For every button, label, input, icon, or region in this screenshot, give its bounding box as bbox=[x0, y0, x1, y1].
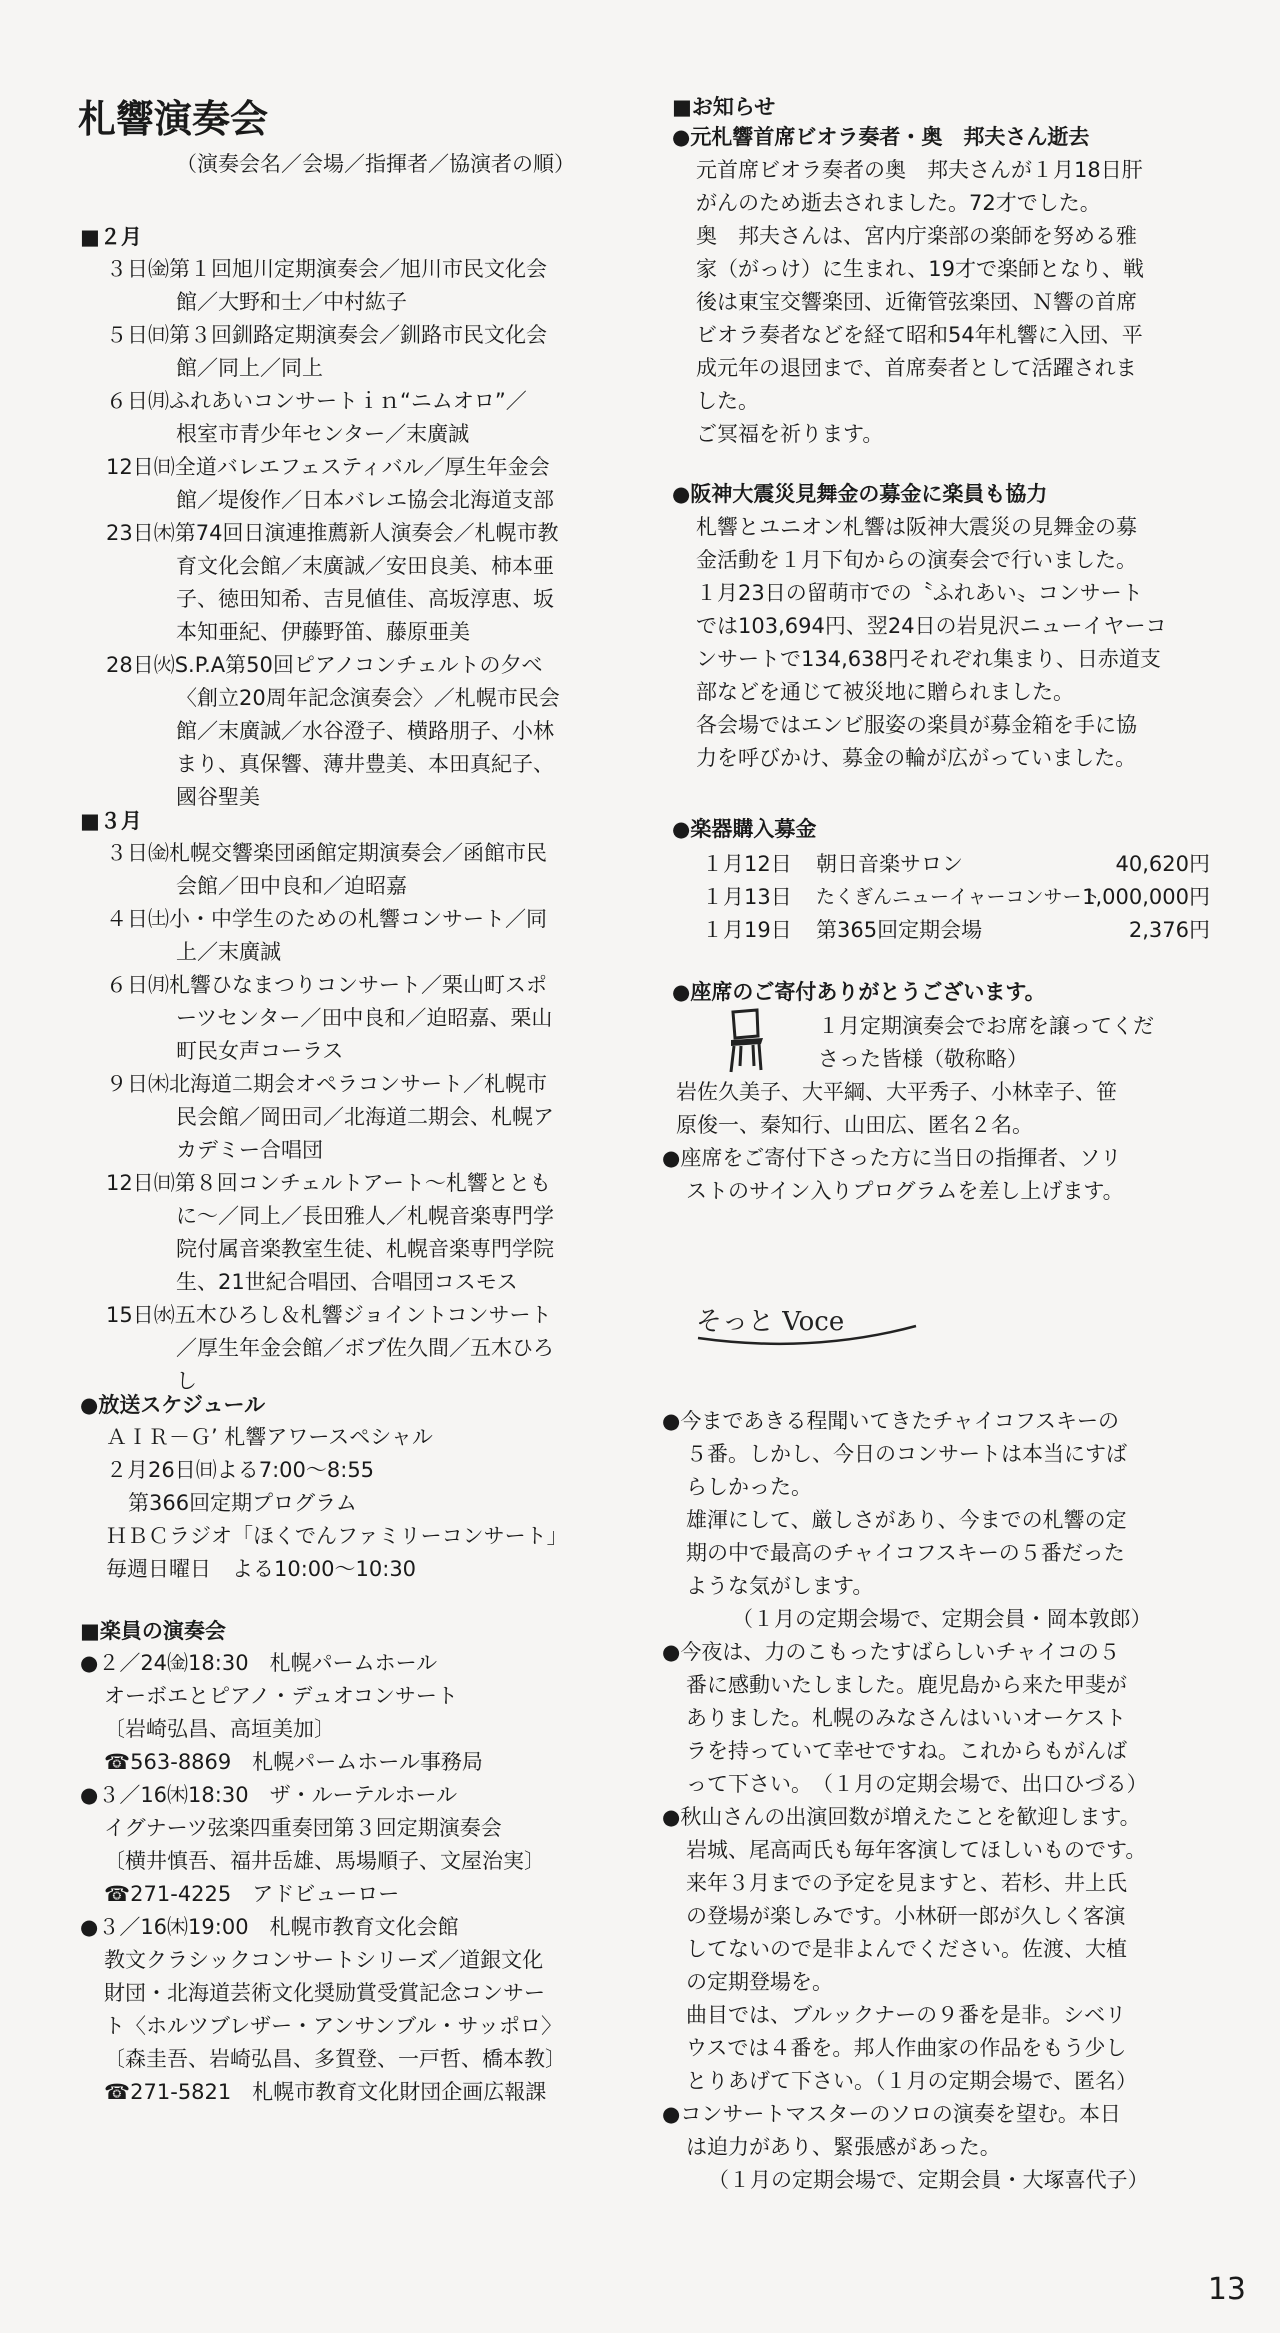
member-line: 〔森圭吾、岩崎弘昌、多賀登、一戸哲、橋本教〕 bbox=[104, 2047, 566, 2071]
fund-date: １月19日 bbox=[702, 918, 792, 942]
quake-line: ンサートで134,638円それぞれ集まり、日赤道支 bbox=[696, 647, 1161, 671]
member-line: ト〈ホルツブレザー・アンサンブル・サッポロ〉 bbox=[104, 2014, 563, 2038]
voice-line: ５番。しかし、今日のコンサートは本当にすば bbox=[686, 1442, 1127, 1466]
mar-4-l1: ９日㈭北海道二期会オペラコンサート／札幌市 bbox=[106, 1072, 547, 1096]
mar-6-l2: ／厚生年金会館／ボブ佐久間／五木ひろ bbox=[176, 1336, 554, 1360]
voice-logo-text: そっと Voce bbox=[696, 1307, 845, 1337]
voice-line: 期の中で最高のチャイコフスキーの５番だった bbox=[686, 1541, 1125, 1565]
voice-line: ラを持っていて幸せですね。これからもがんば bbox=[686, 1739, 1127, 1763]
voice-line: ウスでは４番を。邦人作曲家の作品をもう少し bbox=[686, 2036, 1127, 2060]
fund-amount: 1,000,000円 bbox=[1082, 885, 1210, 909]
broadcast-line: ２月26日㈰よる7:00～8:55 bbox=[106, 1458, 375, 1482]
members-heading: ■楽員の演奏会 bbox=[80, 1619, 226, 1643]
mar-4-l2: 民会館／岡田司／北海道二期会、札幌ア bbox=[176, 1105, 554, 1129]
obituary-heading: ●元札響首席ビオラ奏者・奥 邦夫さん逝去 bbox=[672, 125, 1090, 149]
feb-6-l3: 館／末廣誠／水谷澄子、横路朋子、小林 bbox=[176, 719, 554, 743]
feb-1-l2: 館／大野和士／中村紘子 bbox=[176, 290, 407, 314]
fund-name: 第365回定期会場 bbox=[816, 918, 983, 942]
seat-line: ●座席をご寄付下さった方に当日の指揮者、ソリ bbox=[662, 1146, 1122, 1170]
fund-name: たくぎんニューイャーコンサート bbox=[816, 886, 1101, 908]
member-line: ●２／24㈮18:30 札幌パームホール bbox=[80, 1651, 438, 1675]
fund-amount: 40,620円 bbox=[1115, 852, 1210, 876]
broadcast-line: 毎週日曜日 よる10:00～10:30 bbox=[106, 1557, 417, 1581]
broadcast-line: ＡＩＲ－Ｇ’ 札響アワースペシャル bbox=[106, 1425, 433, 1449]
quake-line: 金活動を１月下旬からの演奏会で行いました。 bbox=[696, 548, 1137, 572]
voice-section-logo bbox=[692, 1286, 932, 1356]
voice-line: ような気がします。 bbox=[686, 1574, 874, 1598]
seat-line: ストのサイン入りプログラムを差し上げます。 bbox=[686, 1179, 1124, 1203]
feb-6-l1: 28日㈫S.P.A第50回ピアノコンチェルトの夕べ bbox=[106, 653, 543, 677]
page-number: 13 bbox=[1207, 2272, 1246, 2307]
voice-line: の登場が楽しみです。小林研一郎が久しく客演 bbox=[686, 1904, 1126, 1928]
obituary-line: した。 bbox=[696, 389, 759, 413]
voice-line: 曲目では、ブルックナーの９番を是非。シベリ bbox=[686, 2003, 1127, 2027]
member-line: イグナーツ弦楽四重奏団第３回定期演奏会 bbox=[104, 1816, 502, 1840]
voice-line: とりあげて下さい。（１月の定期会場で、匿名） bbox=[686, 2069, 1138, 2093]
fund-heading: ●楽器購入募金 bbox=[672, 817, 817, 841]
mar-5-l1: 12日㈰第８回コンチェルトアート～札響ととも bbox=[106, 1171, 551, 1195]
broadcast-line: ＨＢＣラジオ「ほくでんファミリーコンサート」 bbox=[106, 1524, 568, 1548]
member-line: ●３／16㈭19:00 札幌市教育文化会館 bbox=[80, 1915, 459, 1939]
voice-line: ありました。札幌のみなさんはいいオーケスト bbox=[686, 1706, 1127, 1730]
voice-line: は迫力があり、緊張感があった。 bbox=[686, 2135, 1001, 2159]
page-title: 札響演奏会 bbox=[78, 97, 269, 141]
mar-5-l3: 院付属音楽教室生徒、札幌音楽専門学院 bbox=[176, 1237, 554, 1261]
member-line: 〔岩崎弘昌、高垣美加〕 bbox=[104, 1717, 335, 1741]
mar-5-l2: に～／同上／長田雅人／札幌音楽専門学 bbox=[176, 1204, 554, 1228]
feb-6-l4: まり、真保響、薄井豊美、本田真紀子、 bbox=[176, 752, 554, 776]
quake-line: 札響とユニオン札響は阪神大震災の見舞金の募 bbox=[696, 515, 1137, 539]
voice-line: （１月の定期会場で、定期会員・岡本敦郎） bbox=[732, 1607, 1152, 1631]
member-line: 財団・北海道芸術文化奨励賞受賞記念コンサー bbox=[104, 1981, 545, 2005]
seat-line: 岩佐久美子、大平綱、大平秀子、小林幸子、笹 bbox=[676, 1080, 1117, 1104]
feb-2-l2: 館／同上／同上 bbox=[176, 356, 323, 380]
voice-line: ●今夜は、力のこもったすばらしいチャイコの５ bbox=[662, 1640, 1120, 1664]
obituary-line: ビオラ奏者などを経て昭和54年札響に入団、平 bbox=[696, 323, 1143, 347]
mar-6-l1: 15日㈬五木ひろし＆札響ジョイントコンサート bbox=[106, 1303, 552, 1327]
seat-line: さった皆様（敬称略） bbox=[818, 1047, 1028, 1071]
fund-date: １月12日 bbox=[702, 852, 792, 876]
voice-line: って下さい。 （１月の定期会場で、出口ひづる） bbox=[686, 1772, 1148, 1796]
quake-line: １月23日の留萌市での〝ふれあい〟コンサート bbox=[696, 581, 1143, 605]
member-line: オーボエとピアノ・デュオコンサート bbox=[104, 1684, 458, 1708]
voice-line: 岩城、尾高両氏も毎年客演してほしいものです。 bbox=[686, 1838, 1147, 1862]
member-line: ☎563-8869 札幌パームホール事務局 bbox=[104, 1750, 483, 1774]
mar-1-l2: 会館／田中良和／迫昭嘉 bbox=[176, 874, 407, 898]
mar-5-l4: 生、21世紀合唱団、合唱団コスモス bbox=[176, 1270, 518, 1294]
mar-2-l2: 上／末廣誠 bbox=[176, 940, 281, 964]
feb-6-l5: 國谷聖美 bbox=[176, 785, 260, 809]
voice-line: らしかった。 bbox=[686, 1475, 812, 1499]
member-line: 教文クラシックコンサートシリーズ／道銀文化 bbox=[104, 1948, 544, 1972]
mar-3-l1: ６日㈪札響ひなまつりコンサート／栗山町スポ bbox=[106, 973, 547, 997]
feb-4-l1: 12日㈰全道バレエフェスティバル／厚生年金会 bbox=[106, 455, 550, 479]
fund-date: １月13日 bbox=[702, 885, 792, 909]
seat-heading: ●座席のご寄付ありがとうございます。 bbox=[672, 980, 1046, 1004]
voice-line: してないので是非よんでください。佐渡、大植 bbox=[686, 1937, 1127, 1961]
mar-1-l1: ３日㈮札幌交響楽団函館定期演奏会／函館市民 bbox=[106, 841, 547, 865]
seat-line: １月定期演奏会でお席を譲ってくだ bbox=[818, 1014, 1154, 1038]
quake-heading: ●阪神大震災見舞金の募金に楽員も協力 bbox=[672, 482, 1048, 506]
obituary-line: 家（がっけ）に生まれ、19才で楽師となり、戦 bbox=[696, 257, 1144, 281]
voice-line: （１月の定期会場で、定期会員・大塚喜代子） bbox=[708, 2168, 1149, 2192]
fund-name: 朝日音楽サロン bbox=[816, 852, 963, 876]
feb-heading: ■２月 bbox=[80, 225, 142, 249]
mar-6-l3: し bbox=[176, 1369, 197, 1393]
mar-3-l3: 町民女声コーラス bbox=[176, 1039, 344, 1063]
obituary-line: 奥 邦夫さんは、宮内庁楽部の楽師を努める雅 bbox=[696, 224, 1137, 248]
feb-5-l1: 23日㈭第74回日演連推薦新人演奏会／札幌市教 bbox=[106, 521, 559, 545]
notice-heading: ■お知らせ bbox=[672, 95, 776, 119]
feb-2-l1: ５日㈰第３回釧路定期演奏会／釧路市民文化会 bbox=[106, 323, 547, 347]
obituary-line: 後は東宝交響楽団、近衛管弦楽団、Ｎ響の首席 bbox=[696, 290, 1137, 314]
member-line: ☎271-5821 札幌市教育文化財団企画広報課 bbox=[104, 2080, 547, 2104]
fund-amount: 2,376円 bbox=[1128, 918, 1210, 942]
mar-4-l3: カデミー合唱団 bbox=[176, 1138, 323, 1162]
feb-3-l2: 根室市青少年センター／末廣誠 bbox=[176, 422, 470, 446]
broadcast-heading: ●放送スケジュール bbox=[80, 1393, 266, 1417]
obituary-line: 成元年の退団まで、首席奏者として活躍されま bbox=[696, 356, 1137, 380]
feb-5-l3: 子、徳田知希、吉見値佳、高坂淳恵、坂 bbox=[176, 587, 554, 611]
mar-3-l2: ーツセンター／田中良和／迫昭嘉、栗山 bbox=[176, 1006, 553, 1030]
mar-2-l1: ４日㈯小・中学生のための札響コンサート／同 bbox=[106, 907, 547, 931]
broadcast-line: 第366回定期プログラム bbox=[128, 1491, 357, 1515]
obituary-line: ご冥福を祈ります。 bbox=[696, 422, 884, 446]
quake-line: 部などを通じて被災地に贈られました。 bbox=[696, 680, 1074, 704]
feb-5-l2: 育文化会館／末廣誠／安田良美、柿本亜 bbox=[176, 554, 554, 578]
member-line: ●３／16㈭18:30 ザ・ルーテルホール bbox=[80, 1783, 458, 1807]
voice-line: 来年３月までの予定を見ますと、若杉、井上氏 bbox=[686, 1871, 1127, 1895]
feb-3-l1: ６日㈪ふれあいコンサートｉｎ“ニムオロ”／ bbox=[106, 389, 527, 413]
voice-line: ●秋山さんの出演回数が増えたことを歓迎します。 bbox=[662, 1805, 1141, 1829]
chair-icon bbox=[723, 1006, 769, 1074]
feb-5-l4: 本知亜紀、伊藤野笛、藤原亜美 bbox=[176, 620, 470, 644]
page-subtitle: （演奏会名／会場／指揮者／協演者の順） bbox=[176, 152, 575, 176]
obituary-line: 元首席ビオラ奏者の奥 邦夫さんが１月18日肝 bbox=[696, 158, 1143, 182]
member-line: ☎271-4225 アドビューロー bbox=[104, 1882, 400, 1906]
quake-line: では103,694円、翌24日の岩見沢ニューイヤーコ bbox=[696, 614, 1167, 638]
seat-line: 原俊一、秦知行、山田広、匿名２名。 bbox=[676, 1113, 1033, 1137]
member-line: 〔横井慎吾、福井岳雄、馬場順子、文屋治実〕 bbox=[104, 1849, 545, 1873]
voice-line: 番に感動いたしました。鹿児島から来た甲斐が bbox=[686, 1673, 1127, 1697]
feb-6-l2: 〈創立20周年記念演奏会〉／札幌市民会 bbox=[176, 686, 560, 710]
voice-line: の定期登場を。 bbox=[686, 1970, 833, 1994]
mar-heading: ■３月 bbox=[80, 809, 142, 833]
quake-line: 各会場ではエンビ服姿の楽員が募金箱を手に協 bbox=[696, 713, 1137, 737]
voice-line: ●今まであきる程聞いてきたチャイコフスキーの bbox=[662, 1409, 1120, 1433]
quake-line: 力を呼びかけ、募金の輪が広がっていました。 bbox=[696, 746, 1137, 770]
voice-line: ●コンサートマスターのソロの演奏を望む。本日 bbox=[662, 2102, 1121, 2126]
obituary-line: がんのため逝去されました。72才でした。 bbox=[696, 191, 1101, 215]
voice-line: 雄渾にして、厳しさがあり、今までの札響の定 bbox=[686, 1508, 1127, 1532]
feb-4-l2: 館／堤俊作／日本バレエ協会北海道支部 bbox=[176, 488, 554, 512]
feb-1-l1: ３日㈮第１回旭川定期演奏会／旭川市民文化会 bbox=[106, 257, 547, 281]
